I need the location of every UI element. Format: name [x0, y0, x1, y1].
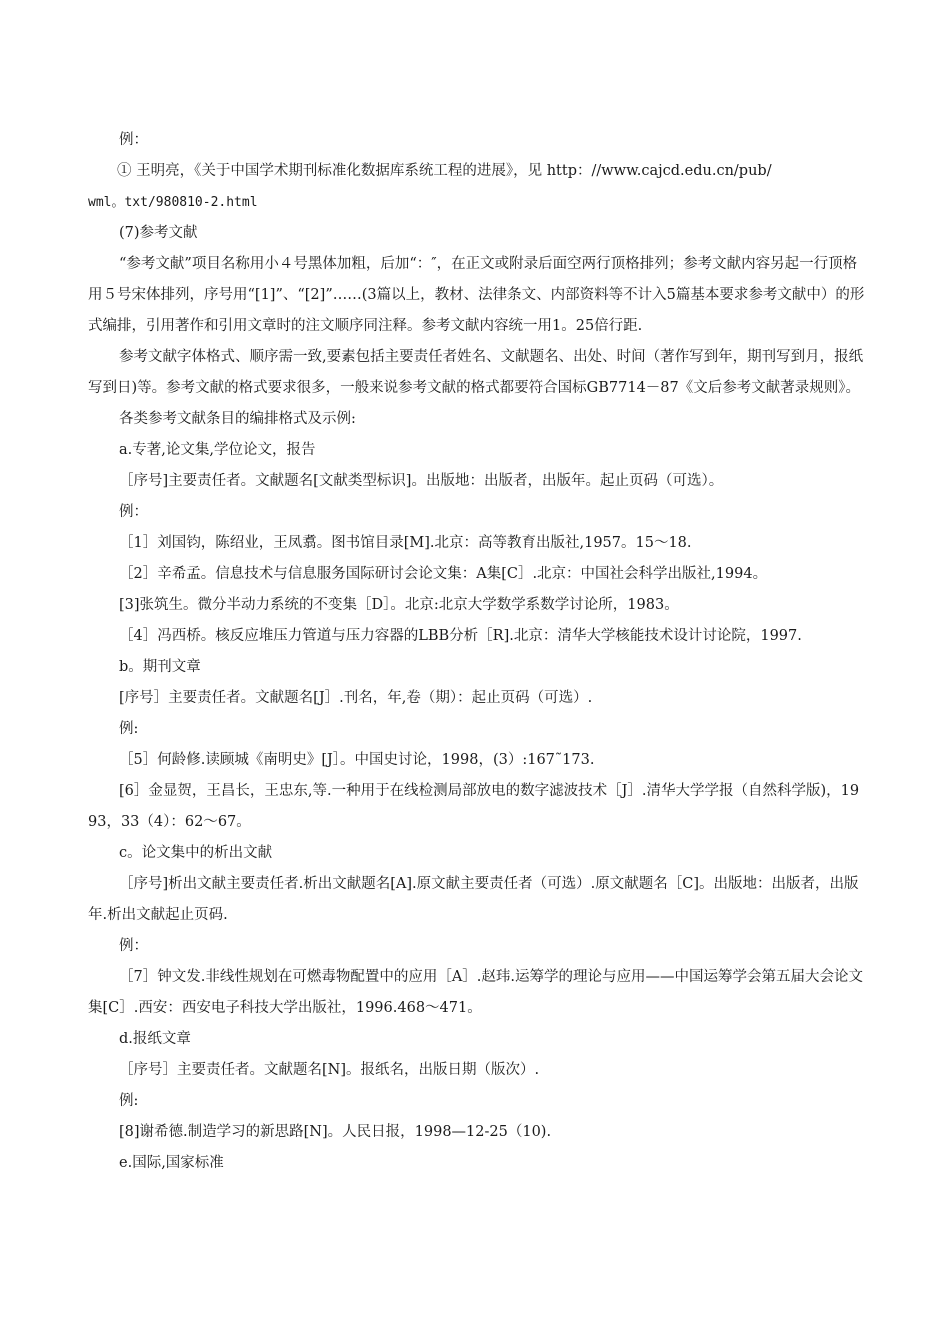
reference-entry: ［4］冯西桥。核反应堆压力管道与压力容器的LBB分析［R].北京：清华大学核能技术设计讨论院，1997.: [119, 628, 802, 644]
reference-entry: ［5］何龄修.读顾城《南明史》[J］。中国史讨论，1998，(3）:167˜173.: [119, 752, 595, 768]
reference-entry: [6］金显贺，王昌长，王忠东,等.一种用于在线检测局部放电的数字滤波技术［J］.清华大学学报（自然科学版)，1993，33（4）：62～67。: [88, 783, 860, 830]
example-label: 例：: [119, 504, 148, 520]
references-style-paragraph: 参考文献字体格式、顺序需一致,要素包括主要责任者姓名、文献题名、出处、时间（著作写到年，期刊写到月，报纸写到日)等。参考文献的格式要求很多，一般来说参考文献的格式都要符合国标GB7714－87《文后参考文献著录规则》。: [88, 349, 864, 396]
example-label: 例：: [119, 938, 148, 954]
reference-entry: [3]张筑生。微分半动力系统的不变集［D］。北京:北京大学数学系数学讨论所，1983。: [119, 597, 679, 613]
document-body: [88, 125, 868, 1179]
format-template-monograph: ［序号]主要责任者。文献题名[文献类型标识]。出版地：出版者，出版年。起止页码（可选）。: [119, 473, 724, 489]
reference-entry: ［7］钟文发.非线性规划在可燃毒物配置中的应用［A］.赵玮.运筹学的理论与应用——中国运筹学会第五届大会论文集[C］.西安：西安电子科技大学出版社，1996.468～471。: [88, 969, 864, 1016]
example-label: 例：: [119, 132, 148, 148]
subheading-newspaper-articles: d.报纸文章: [119, 1031, 191, 1047]
citation-example-line: [88, 156, 868, 187]
subheading-journal-articles: b。期刊文章: [119, 659, 201, 675]
format-template-proceedings: ［序号]析出文献主要责任者.析出文献题名[A].原文献主要责任者（可选）.原文献题名［C]。出版地：出版者，出版年.析出文献起止页码.: [88, 876, 859, 923]
example-label: 例:: [119, 721, 139, 737]
references-format-paragraph: “参考文献”项目名称用小４号黑体加粗，后加“：″，在正文或附录后面空两行顶格排列；参考文献内容另起一行顶格用５号宋体排列，序号用“[1]”、“[2]”……(3篇以上，教材、法律条文、内部资料等不计入5篇基本要求参考文献中）的形式编排，引用著作和引用文章时的注文顺序同注释。参考文献内容统一用1。25倍行距.: [88, 256, 865, 334]
format-template-journal: [序号］主要责任者。文献题名[J］.刊名，年,卷（期）：起止页码（可选）.: [119, 690, 593, 706]
format-template-newspaper: ［序号］主要责任者。文献题名[N]。报纸名，出版日期（版次）.: [119, 1062, 540, 1078]
reference-entry: ［1］刘国钧，陈绍业，王凤翥。图书馆目录[M].北京：高等教育出版社,1957。15～18.: [119, 535, 692, 551]
section-heading-references: (7)参考文献: [119, 225, 198, 241]
reference-entry: [8]谢希德.制造学习的新思路[N]。人民日报，1998—12-25（10).: [119, 1124, 552, 1140]
citation-example-url-continuation: wml。txt/980810-2.html: [88, 195, 258, 210]
subheading-proceedings-extracts: c。论文集中的析出文献: [119, 845, 273, 861]
subheading-standards: e.国际,国家标准: [119, 1155, 224, 1171]
reference-entry: ［2］辛希孟。信息技术与信息服务国际研讨会论文集：A集[C］.北京：中国社会科学出版社,1994。: [119, 566, 768, 582]
example-label: 例:: [119, 1093, 139, 1109]
subheading-monographs: a.专著,论文集,学位论文，报告: [119, 442, 316, 458]
citation-example-text: ① 王明亮，《关于中国学术期刊标准化数据库系统工程的进展》，见 http：//www.cajcd.edu.cn/pub/: [117, 163, 772, 179]
references-types-intro: 各类参考文献条目的编排格式及示例:: [119, 411, 356, 427]
